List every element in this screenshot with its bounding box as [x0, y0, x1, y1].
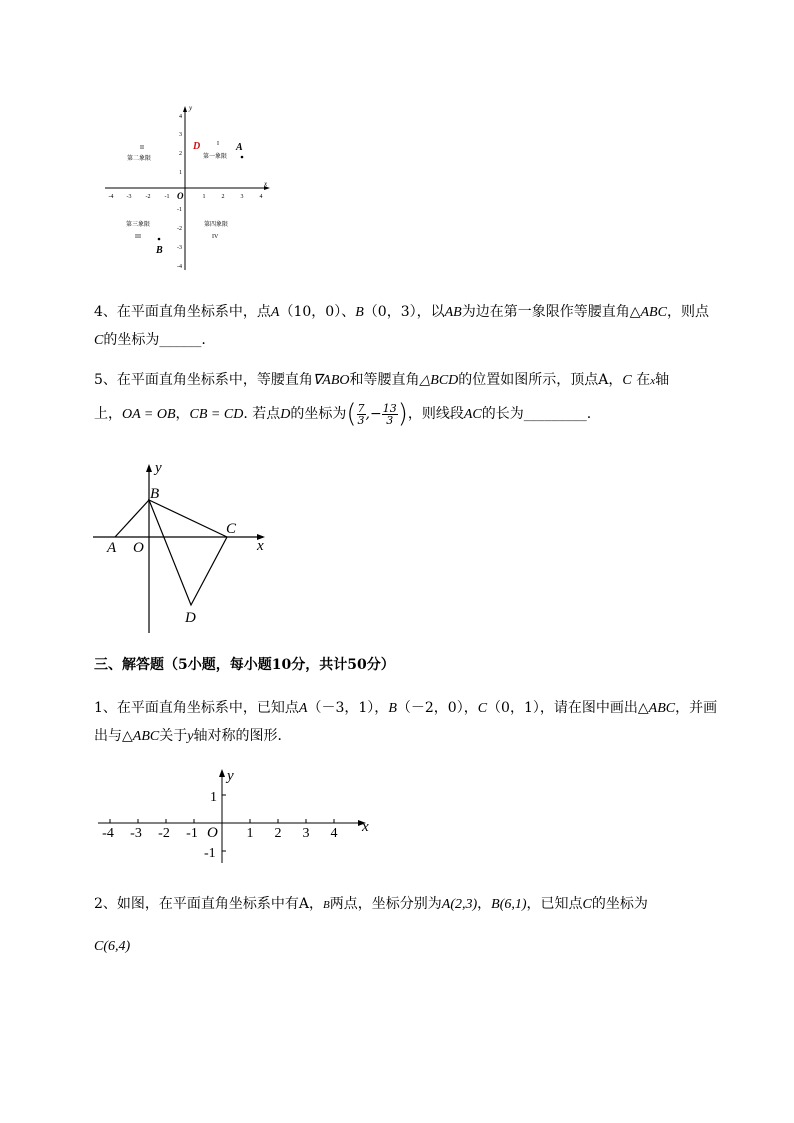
- origin-label: O: [207, 825, 218, 841]
- q5-segment-ac: AC: [463, 407, 482, 422]
- s3q2-text: 的坐标为: [591, 896, 648, 912]
- s3q1-text: （0，1），请在图中画出△: [487, 700, 649, 716]
- quadrant-i-label: 第一象限: [203, 154, 228, 160]
- q4-point-b: B: [355, 305, 364, 320]
- q4-line2: [94, 330, 206, 351]
- s3q2-a-coord: A(2,3): [441, 897, 478, 912]
- y-tick-label: -2: [177, 226, 182, 232]
- quadrant-i-numeral: I: [217, 141, 219, 147]
- s3q1-text: （－3，1），: [307, 700, 389, 716]
- point-b-label: B: [156, 245, 163, 256]
- origin-label: O: [177, 191, 184, 201]
- q5-text: 的长为_________.: [481, 406, 592, 422]
- s3q1-text: ，并画: [675, 700, 718, 716]
- s3q1-text: 1、在平面直角坐标系中，已知点: [94, 700, 299, 716]
- q4-text: （10，0）、: [279, 304, 356, 320]
- x-tick-label: -4: [102, 826, 114, 841]
- q4-text: 4、在平面直角坐标系中，点: [94, 304, 271, 320]
- x-tick-label: 4: [330, 826, 338, 841]
- s3q1-text: 关于: [159, 728, 188, 744]
- s3q2-b-coord: B(6,1): [491, 897, 527, 912]
- y-tick-label: -4: [177, 264, 182, 270]
- x-tick-label: 1: [202, 194, 206, 200]
- y-axis-arrow: [146, 464, 152, 472]
- quadrant-figure: [100, 100, 280, 275]
- q4-text: （0，3），以: [363, 304, 445, 320]
- y-axis-arrow: [219, 769, 225, 777]
- s3q2-text: 两点，坐标分别为: [329, 896, 442, 912]
- point-d-label: D: [193, 141, 201, 152]
- s3q2-text: 2、如图，在平面直角坐标系中有A，: [94, 896, 324, 912]
- s3q1-text: （－2，0），: [396, 700, 478, 716]
- quadrant-iv-numeral: IV: [212, 234, 219, 240]
- s3q1-point-c: C: [477, 701, 488, 716]
- x-tick-label: 3: [302, 826, 310, 841]
- fraction-7-3: [357, 403, 366, 426]
- label-c: C: [226, 521, 237, 537]
- q5-line1: [94, 370, 669, 391]
- x-tick-label: -1: [186, 826, 198, 841]
- q5-eq-cb-cd: CB = CD: [189, 407, 244, 422]
- s3q2-text: ，已知点: [526, 896, 583, 912]
- q5-text: . 若点: [243, 406, 281, 422]
- q4-point-c: C: [94, 333, 104, 348]
- q5-text: 上，: [94, 406, 122, 422]
- x-tick-label: -3: [130, 826, 142, 841]
- fraction-13-3: [382, 403, 398, 426]
- quadrant-iii-label: 第三象限: [126, 222, 151, 228]
- y-tick-label: 3: [179, 132, 182, 138]
- frac-separator: ,−: [365, 406, 382, 422]
- s3q2-point-c: C: [582, 897, 592, 912]
- triangle-bcd: [149, 500, 227, 605]
- frac-den: 3: [357, 413, 365, 427]
- quadrant-ii-numeral: II: [140, 145, 144, 151]
- q5-eq-oa-ob: OA = OB: [122, 407, 176, 422]
- y-tick-label: 1: [210, 790, 217, 805]
- q4-text: 的坐标为______.: [103, 332, 206, 348]
- q5-line2: [94, 400, 591, 429]
- y-tick-label: 2: [179, 151, 182, 157]
- y-axis-arrow: [183, 106, 187, 112]
- x-tick-label: 4: [259, 194, 263, 200]
- triangle-abo-edge: [115, 500, 149, 537]
- q5-text: 在: [636, 372, 651, 388]
- label-y: y: [155, 460, 162, 476]
- s3q2-point-b: B: [323, 899, 330, 911]
- x-tick-label: -3: [126, 194, 132, 200]
- x-tick-label: -2: [158, 826, 170, 841]
- y-axis-label: y: [227, 768, 234, 784]
- x-tick-label: -2: [145, 194, 151, 200]
- x-tick-label: 1: [246, 826, 254, 841]
- q5-point-d: D: [280, 407, 291, 422]
- q5-point-c: C: [622, 373, 632, 388]
- x-tick-label: -1: [164, 194, 170, 200]
- x-tick-label: 3: [240, 194, 244, 200]
- label-x: x: [257, 538, 264, 554]
- q5-x-var: x: [650, 375, 656, 387]
- q4-point-a: A: [270, 305, 280, 320]
- y-tick-label: -1: [177, 207, 182, 213]
- s3q1-point-a: A: [298, 701, 308, 716]
- point-b-dot: [158, 238, 161, 241]
- s3q2-c-coord: C(6,4): [94, 939, 131, 954]
- q5-text: ，: [175, 406, 190, 422]
- s3q2-line1: [94, 894, 648, 915]
- coordinate-axes-figure: [90, 765, 380, 865]
- y-tick-label: -1: [204, 846, 216, 861]
- frac-num: 13: [382, 401, 397, 415]
- x-tick-labels: [102, 826, 337, 841]
- s3q1-triangle-abc: ABC: [648, 701, 676, 716]
- paren-right: ): [397, 399, 408, 429]
- point-a-dot: [241, 156, 244, 159]
- s3q1-y-var: y: [187, 729, 194, 744]
- quadrant-iv-label: 第四象限: [204, 222, 229, 228]
- paren-left: (: [346, 399, 357, 429]
- x-axis-label: x: [362, 819, 369, 835]
- s3q1-line1: [94, 698, 717, 719]
- s3q1-text: 轴对称的图形．: [193, 728, 292, 744]
- x-tick-label: -4: [108, 194, 114, 200]
- x-axis-label: x: [264, 180, 268, 188]
- y-axis-label: y: [189, 104, 193, 112]
- s3q1-point-b: B: [388, 701, 397, 716]
- point-a-label: A: [236, 142, 243, 153]
- s3q2-text: ，: [477, 896, 492, 912]
- frac-den: 3: [386, 413, 394, 427]
- q5-text: 的坐标为: [290, 406, 347, 422]
- x-tick-label: 2: [221, 194, 225, 200]
- frac-num: 7: [357, 401, 365, 415]
- q5-text: 的位置如图所示，顶点A，: [458, 372, 623, 388]
- quadrant-ii-label: 第二象限: [127, 156, 152, 162]
- q5-text: ，则线段: [407, 406, 464, 422]
- s3q1-triangle-abc: ABC: [132, 729, 160, 744]
- x-tick-label: 2: [274, 826, 282, 841]
- q5-triangle-bcd: △BCD: [419, 373, 459, 388]
- y-tick-label: 1: [179, 170, 182, 176]
- triangle-figure: [85, 455, 285, 635]
- s3q2-line2: [94, 936, 130, 957]
- q5-text: 轴: [655, 372, 670, 388]
- label-a: A: [107, 540, 117, 556]
- s3q1-line2: [94, 726, 291, 747]
- label-d: D: [185, 610, 196, 626]
- q4-segment-ab: AB: [444, 305, 462, 320]
- quadrant-iii-numeral: III: [135, 234, 141, 240]
- y-tick-label: 4: [179, 114, 182, 120]
- q5-triangle-abo: ∇ABO: [312, 373, 350, 388]
- label-b: B: [150, 486, 160, 502]
- s3q1-text: 出与△: [94, 728, 133, 744]
- label-o: O: [133, 540, 144, 556]
- q5-text: 和等腰直角: [349, 372, 420, 388]
- section3-title: 三、解答题（5小题，每小题10分，共计50分）: [94, 657, 395, 673]
- q4-line1: [94, 302, 709, 323]
- y-tick-label: -3: [177, 245, 182, 251]
- q4-text: 为边在第一象限作等腰直角△: [461, 304, 641, 320]
- q5-text: 5、在平面直角坐标系中，等腰直角: [94, 372, 313, 388]
- q4-triangle-abc: ABC: [640, 305, 667, 320]
- q4-text: ，则点: [666, 304, 709, 320]
